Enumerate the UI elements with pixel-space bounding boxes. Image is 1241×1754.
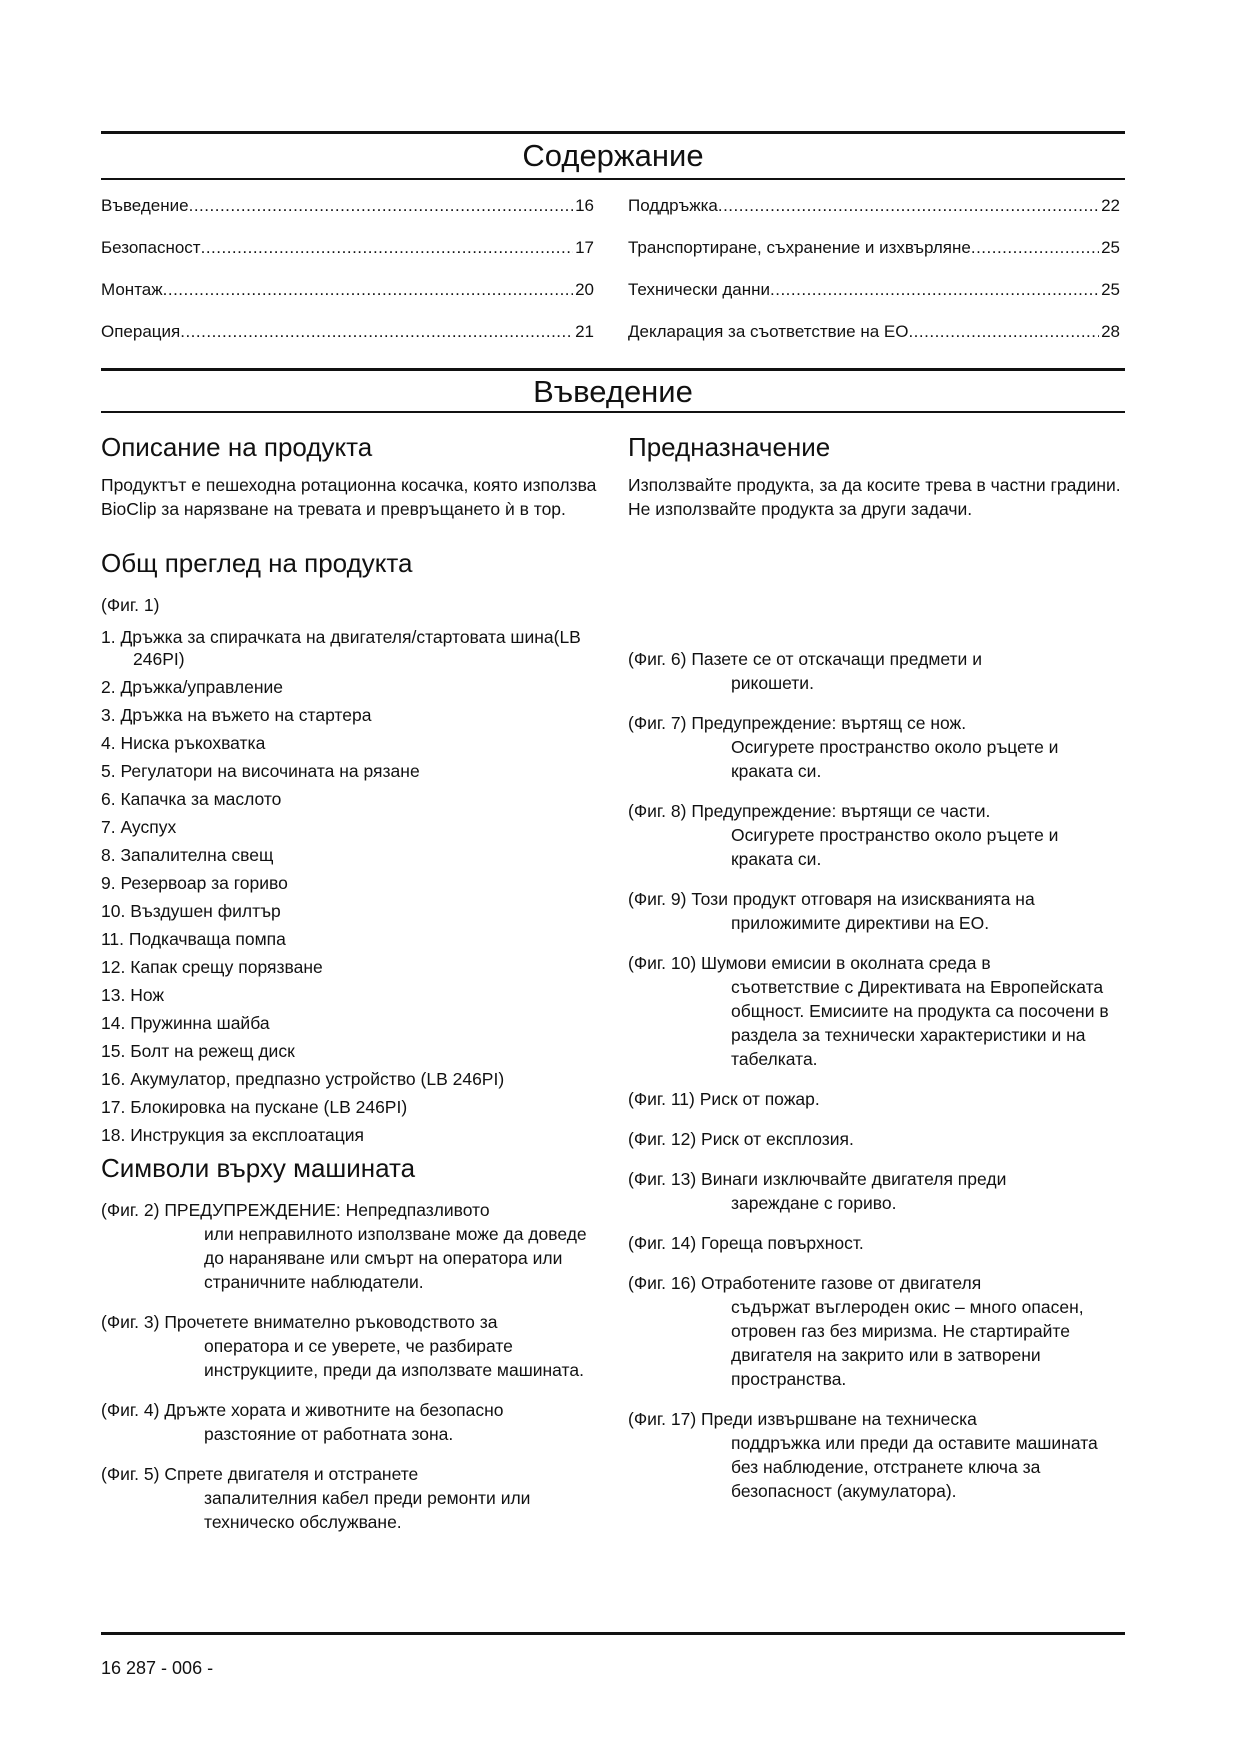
fig-ref: (Фиг. 3) [101, 1312, 160, 1332]
symbol-entry [628, 711, 1125, 783]
purpose-heading: Предназначение [628, 432, 831, 462]
symbol-text: Този продукт отговаря на изискванията на [691, 889, 1035, 909]
toc-top-rule [101, 131, 1125, 134]
toc-right-column [628, 196, 1120, 364]
fig-ref: (Фиг. 13) [628, 1169, 697, 1189]
toc-entry[interactable]: Въведение ..... 16 [101, 196, 594, 216]
list-item: 8. Запалителна свещ [101, 845, 274, 865]
fig-ref: (Фиг. 16) [628, 1273, 697, 1293]
purpose-text: Използвайте продукта, за да косите трева в частни градини. Не използвайте продукта за други задачи. [628, 475, 1121, 519]
symbol-text: Предупреждение: въртящ се нож. [691, 713, 967, 733]
toc-entry[interactable]: Транспортиране, съхранение и изхвърляне ..... 25 [628, 238, 1120, 258]
symbol-text: Прочетете внимателно ръководството за [164, 1312, 498, 1332]
fig-ref: (Фиг. 11) [628, 1089, 695, 1109]
toc-entry[interactable]: Декларация за съответствие на ЕО ..... 28 [628, 322, 1120, 342]
symbol-text-continued: разстояние от работната зона. [204, 1424, 454, 1444]
symbol-text-continued: поддръжка или преди да оставите машината без наблюдение, отстранете ключа за безопасност (акумулатора). [731, 1433, 1098, 1501]
overview-list [101, 626, 601, 1146]
description-text: Продуктът е пешеходна ротационна косачка, която използва BioClip за нарязване на тревата и превръщането ѝ в тор. [101, 475, 597, 519]
symbol-text-continued: зареждане с гориво. [731, 1193, 897, 1213]
fig-ref: (Фиг. 7) [628, 713, 687, 733]
symbol-entry [101, 1198, 601, 1294]
description-heading: Описание на продукта [101, 432, 373, 462]
fig-ref: (Фиг. 12) [628, 1129, 697, 1149]
symbol-text: Отработените газове от двигателя [701, 1273, 982, 1293]
fig-ref: (Фиг. 2) [101, 1200, 160, 1220]
symbol-entry [628, 1167, 1125, 1215]
fig-ref: (Фиг. 9) [628, 889, 687, 909]
symbol-text: Риск от експлозия. [701, 1129, 854, 1149]
list-item: 5. Регулатори на височината на рязане [101, 761, 420, 781]
section-top-rule [101, 368, 1125, 371]
list-item: 14. Пружинна шайба [101, 1013, 270, 1033]
symbol-text-continued: Осигурете пространство около ръцете и краката си. [731, 737, 1059, 781]
toc-entry[interactable]: Операция ..... 21 [101, 322, 594, 342]
symbol-text-continued: оператора и се уверете, че разбирате инструкциите, преди да използвате машината. [204, 1336, 584, 1380]
list-item: 3. Дръжка на въжето на стартера [101, 705, 372, 725]
symbol-text: Преди извършване на техническа [701, 1409, 977, 1429]
toc-entry[interactable]: Технически данни ..... 25 [628, 280, 1120, 300]
fig-ref: (Фиг. 14) [628, 1233, 697, 1253]
toc-title: Содержание [522, 138, 704, 173]
toc-entry[interactable]: Монтаж ..... 20 [101, 280, 594, 300]
toc-entry[interactable]: Поддръжка ..... 22 [628, 196, 1120, 216]
symbol-entry [101, 1310, 601, 1382]
left-column [101, 431, 601, 1550]
page-footer: 16 287 - 006 - [101, 1658, 214, 1678]
symbol-text-continued: съдържат въглероден окис – много опасен, отровен газ без миризма. Не стартирайте двигателя на закрито или в затворени пространства. [731, 1297, 1084, 1389]
symbols-heading: Символи върху машината [101, 1153, 416, 1183]
fig-ref: (Фиг. 17) [628, 1409, 697, 1429]
symbol-text: Гореща повърхност. [701, 1233, 864, 1253]
symbol-entry [628, 951, 1125, 1071]
symbol-text: Риск от пожар. [699, 1089, 820, 1109]
overview-fig-ref: (Фиг. 1) [101, 595, 160, 615]
list-item: 7. Ауспух [101, 817, 177, 837]
symbol-text-continued: приложимите директиви на ЕО. [731, 913, 990, 933]
list-item: 12. Капак срещу порязване [101, 957, 323, 977]
symbol-text-continued: или неправилното използване може да доведе до нараняване или смърт на оператора или страничните наблюдатели. [204, 1224, 587, 1292]
list-item: 2. Дръжка/управление [101, 677, 284, 697]
symbol-text-continued: съответствие с Директивата на Европейската общност. Емисиите на продукта са посочени в раздела за технически характеристики и на табелката. [731, 977, 1109, 1069]
symbols-left-list [101, 1198, 601, 1534]
fig-ref: (Фиг. 4) [101, 1400, 160, 1420]
toc-entry[interactable]: Безопасност ..... 17 [101, 238, 594, 258]
symbols-right-list [628, 647, 1125, 1503]
symbol-text-continued: Осигурете пространство около ръцете и краката си. [731, 825, 1059, 869]
symbol-entry [628, 1087, 1125, 1111]
symbol-entry [101, 1462, 601, 1534]
section-bottom-rule [101, 411, 1125, 413]
symbol-entry [628, 647, 1125, 695]
symbol-text: ПРЕДУПРЕЖДЕНИЕ: Непредпазливото [164, 1200, 490, 1220]
section-title: Въведение [533, 374, 693, 409]
symbol-entry [628, 1231, 1125, 1255]
symbol-entry [628, 799, 1125, 871]
list-item: 18. Инструкция за експлоатация [101, 1125, 365, 1145]
list-item: 13. Нож [101, 985, 165, 1005]
symbol-text: Дръжте хората и животните на безопасно [164, 1400, 504, 1420]
symbol-text: Пазете се от отскачащи предмети и [691, 649, 982, 669]
list-item: 17. Блокировка на пускане (LB 246PI) [101, 1097, 408, 1117]
symbol-entry [628, 1271, 1125, 1391]
symbol-text: Винаги изключвайте двигателя преди [701, 1169, 1007, 1189]
symbol-text: Предупреждение: въртящи се части. [691, 801, 991, 821]
symbol-text-continued: рикошети. [731, 673, 814, 693]
symbol-entry [628, 1127, 1125, 1151]
toc-left-column [101, 196, 594, 364]
list-item: 11. Подкачваща помпа [101, 929, 286, 949]
symbol-entry [628, 887, 1125, 935]
overview-heading: Общ преглед на продукта [101, 548, 413, 578]
symbol-entry [628, 1407, 1125, 1503]
fig-ref: (Фиг. 6) [628, 649, 687, 669]
list-item: 10. Въздушен филтър [101, 901, 281, 921]
symbol-entry [101, 1398, 601, 1446]
list-item: 4. Ниска ръкохватка [101, 733, 266, 753]
list-item: 9. Резервоар за гориво [101, 873, 288, 893]
footer-rule [101, 1632, 1125, 1635]
fig-ref: (Фиг. 10) [628, 953, 697, 973]
symbol-text: Шумови емисии в околната среда в [701, 953, 991, 973]
symbol-text: Спрете двигателя и отстранете [164, 1464, 419, 1484]
toc-bottom-rule [101, 178, 1125, 180]
list-item: 15. Болт на режещ диск [101, 1041, 295, 1061]
list-item: 6. Капачка за маслото [101, 789, 282, 809]
symbol-text-continued: запалителния кабел преди ремонти или техническо обслужване. [204, 1488, 531, 1532]
fig-ref: (Фиг. 5) [101, 1464, 160, 1484]
right-column [628, 431, 1125, 1519]
list-item: 16. Акумулатор, предпазно устройство (LB 246PI) [101, 1069, 505, 1089]
list-item: 1. Дръжка за спирачката на двигателя/стартовата шина(LB 246PI) [101, 627, 581, 669]
fig-ref: (Фиг. 8) [628, 801, 687, 821]
